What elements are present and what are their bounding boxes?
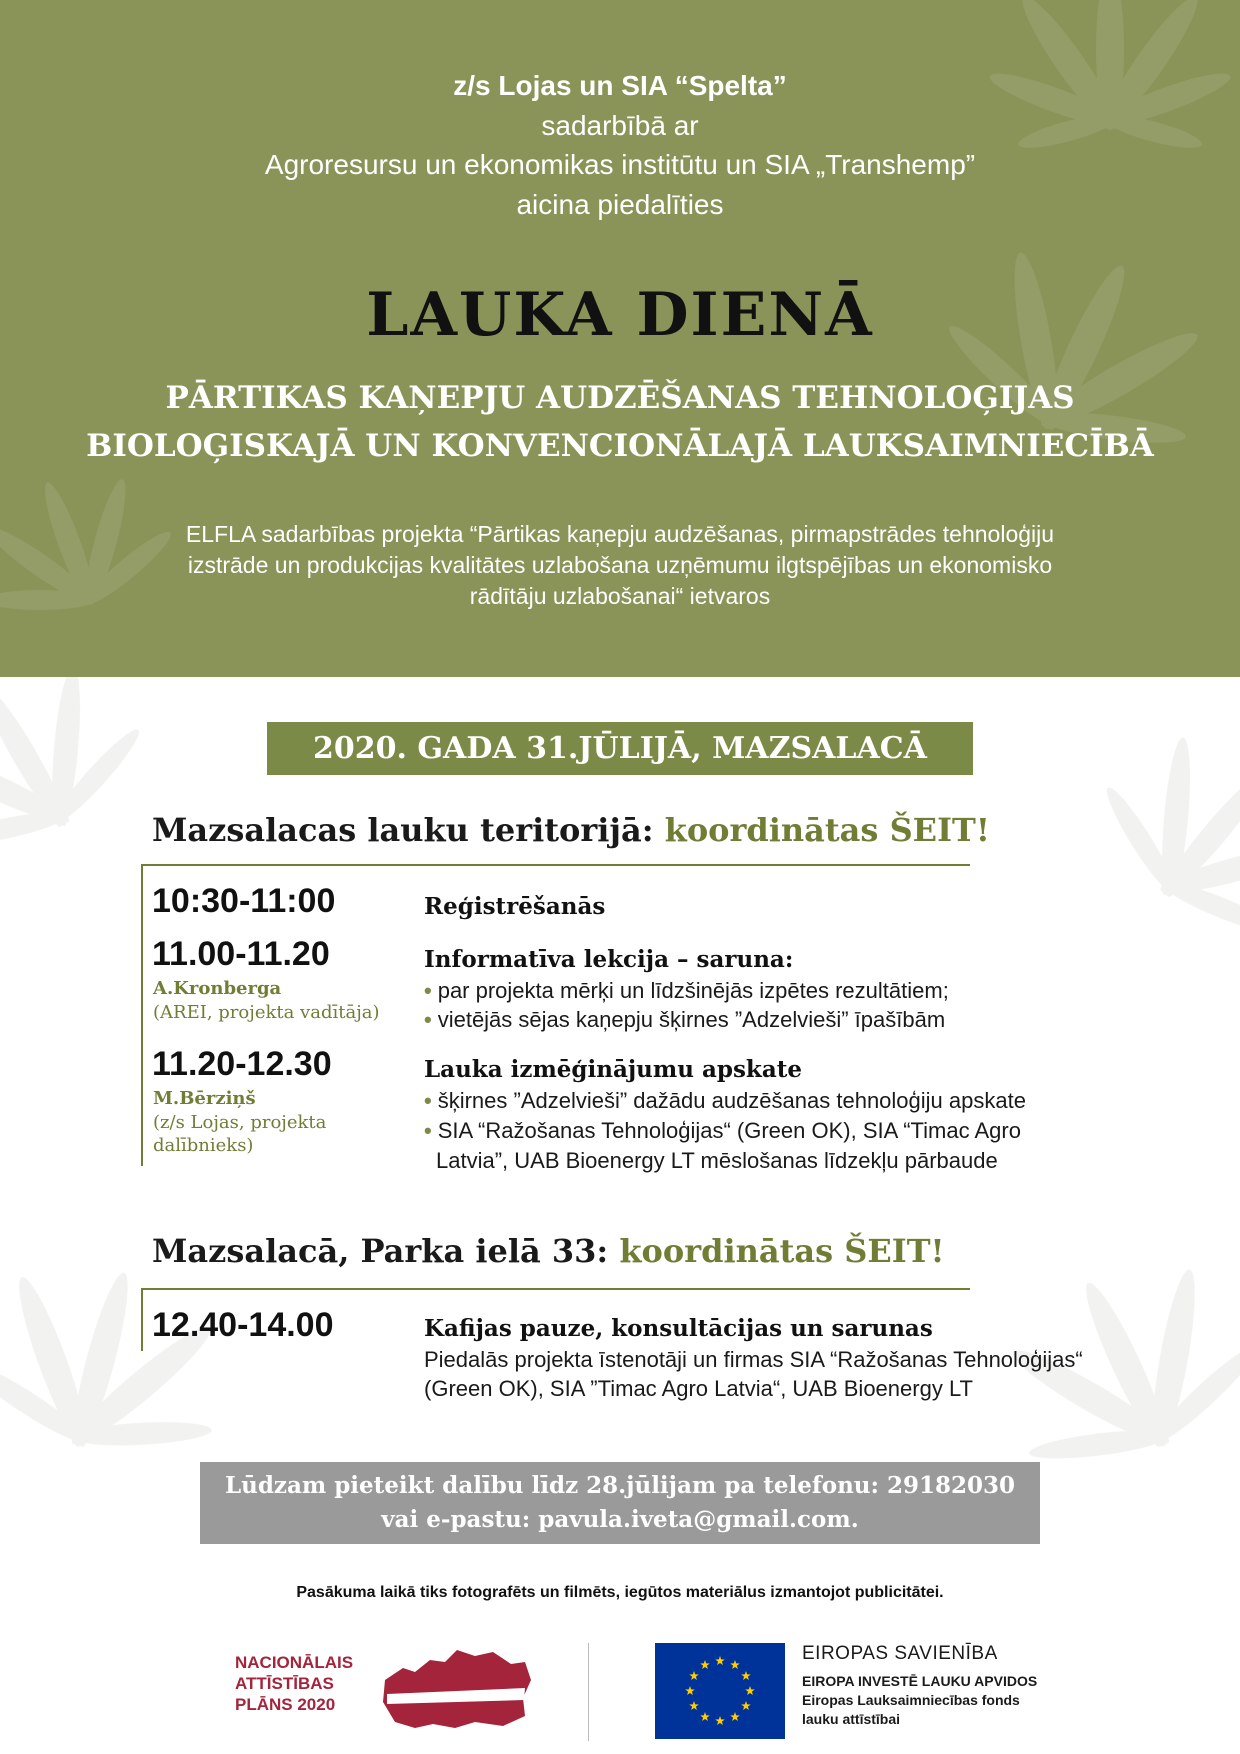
activity-detail: • par projekta mērķi un līdzšinējās izpētes rezultātiem;: [424, 978, 949, 1003]
schedule-time: 11.20-12.30: [152, 1045, 332, 1083]
activity-detail: Piedalās projekta īstenotāji un firmas SIA “Ražošanas Tehnoloģijas“: [424, 1347, 1083, 1372]
footer: [0, 1618, 1240, 1754]
event-date-bar: 2020. GADA 31.JŪLIJĀ, MAZSALACĀ: [267, 722, 973, 775]
location-heading-2: [152, 1232, 945, 1270]
speaker-role: (AREI, projekta vadītāja): [153, 1002, 380, 1023]
partners-text: Agroresursu un ekonomikas institūtu un SIA „Transhemp”: [264, 149, 976, 180]
project-description-line3: rādītāju uzlabošanai“ ietvaros: [469, 583, 771, 609]
location-heading-1: [152, 811, 990, 849]
activity-detail: (Green OK), SIA ”Timac Agro Latvia“, UAB Bioenergy LT: [424, 1376, 973, 1401]
activity-detail: • šķirnes ”Adzelvieši” dažādu audzēšanas tehnoloģiju apskate: [424, 1088, 1026, 1113]
footer-divider: [588, 1643, 589, 1741]
registration-box: [200, 1462, 1040, 1544]
speaker-role: dalībnieks): [153, 1135, 254, 1156]
speaker-name: A.Kronberga: [153, 978, 282, 999]
event-subtitle-line2: BIOLOĢISKAJĀ UN KONVENCIONĀLAJĀ LAUKSAIMNIECĪBĀ: [86, 428, 1154, 464]
activity-title: Kafijas pauze, konsultācijas un sarunas: [424, 1315, 933, 1342]
activity-detail: Latvia”, UAB Bioenergy LT mēslošanas līdzekļu pārbaude: [436, 1148, 998, 1173]
bullet-icon: •: [424, 978, 432, 1003]
schedule-time: 12.40-14.00: [152, 1306, 334, 1344]
bullet-icon: •: [424, 1088, 432, 1113]
section-side-rule: [141, 1288, 143, 1351]
eu-slogan: EIROPA INVESTĒ LAUKU APVIDOS: [802, 1673, 1038, 1689]
invite-text: aicina piedalīties: [516, 189, 724, 220]
cooperation-text: sadarbībā ar: [541, 110, 699, 141]
location-name: Mazsalacā, Parka ielā 33:: [152, 1232, 609, 1270]
activity-detail: • SIA “Ražošanas Tehnoloģijas“ (Green OK), SIA “Timac Agro: [424, 1118, 1021, 1143]
nap-logo-text: ATTĪSTĪBAS: [235, 1674, 334, 1693]
nap-logo-text: NACIONĀLAIS: [235, 1653, 354, 1672]
project-description-line1: ELFLA sadarbības projekta “Pārtikas kaņepju audzēšanas, pirmapstrādes tehnoloģiju: [185, 521, 1055, 547]
activity-detail: • vietējās sējas kaņepju šķirnes ”Adzelvieši” īpašībām: [424, 1007, 946, 1032]
schedule-time: 11.00-11.20: [152, 935, 330, 973]
eu-fund-name: lauku attīstībai: [802, 1711, 901, 1727]
section-divider: [141, 864, 970, 866]
bullet-icon: •: [424, 1118, 432, 1143]
eu-flag-icon: [655, 1643, 785, 1739]
event-title: LAUKA DIENĀ: [366, 280, 874, 350]
project-description-line2: izstrāde un produkcijas kvalitātes uzlabošana uzņēmumu ilgtspējības un ekonomisko: [187, 552, 1053, 578]
activity-title: Informatīva lekcija – saruna:: [424, 946, 794, 973]
organizer-text: z/s Lojas un SIA “Spelta”: [453, 70, 787, 101]
section-side-rule: [141, 864, 143, 1166]
registration-phone-line: Lūdzam pieteikt dalību līdz 28.jūlijam pa telefonu: 29182030: [224, 1472, 1016, 1499]
coordinates-link[interactable]: koordinātas ŠEIT!: [619, 1232, 945, 1270]
speaker-name: M.Bērziņš: [153, 1088, 256, 1109]
activity-title: Lauka izmēģinājumu apskate: [424, 1056, 802, 1083]
bullet-icon: •: [424, 1007, 432, 1032]
location-name: Mazsalacas lauku teritorijā:: [152, 811, 654, 849]
publicity-notice: Pasākuma laikā tiks fotografēts un filmēts, iegūtos materiālus izmantojot publicitātei.: [296, 1584, 944, 1601]
speaker-role: (z/s Lojas, projekta: [153, 1112, 327, 1133]
event-subtitle-line1: PĀRTIKAS KAŅEPJU AUDZĒŠANAS TEHNOLOĢIJAS: [165, 380, 1075, 416]
latvia-map-logo: [375, 1642, 535, 1730]
activity-title: Reģistrēšanās: [424, 893, 606, 920]
registration-email-line: vai e-pastu: pavula.iveta@gmail.com.: [381, 1506, 859, 1533]
eu-fund-name: Eiropas Lauksaimniecības fonds: [802, 1692, 1020, 1708]
section-divider: [141, 1288, 970, 1290]
eu-title: EIROPAS SAVIENĪBA: [802, 1643, 998, 1664]
coordinates-link[interactable]: koordinātas ŠEIT!: [664, 811, 990, 849]
nap-logo-text: PLĀNS 2020: [235, 1695, 336, 1714]
hero-banner: [0, 0, 1240, 677]
schedule-time: 10:30-11:00: [152, 882, 336, 920]
